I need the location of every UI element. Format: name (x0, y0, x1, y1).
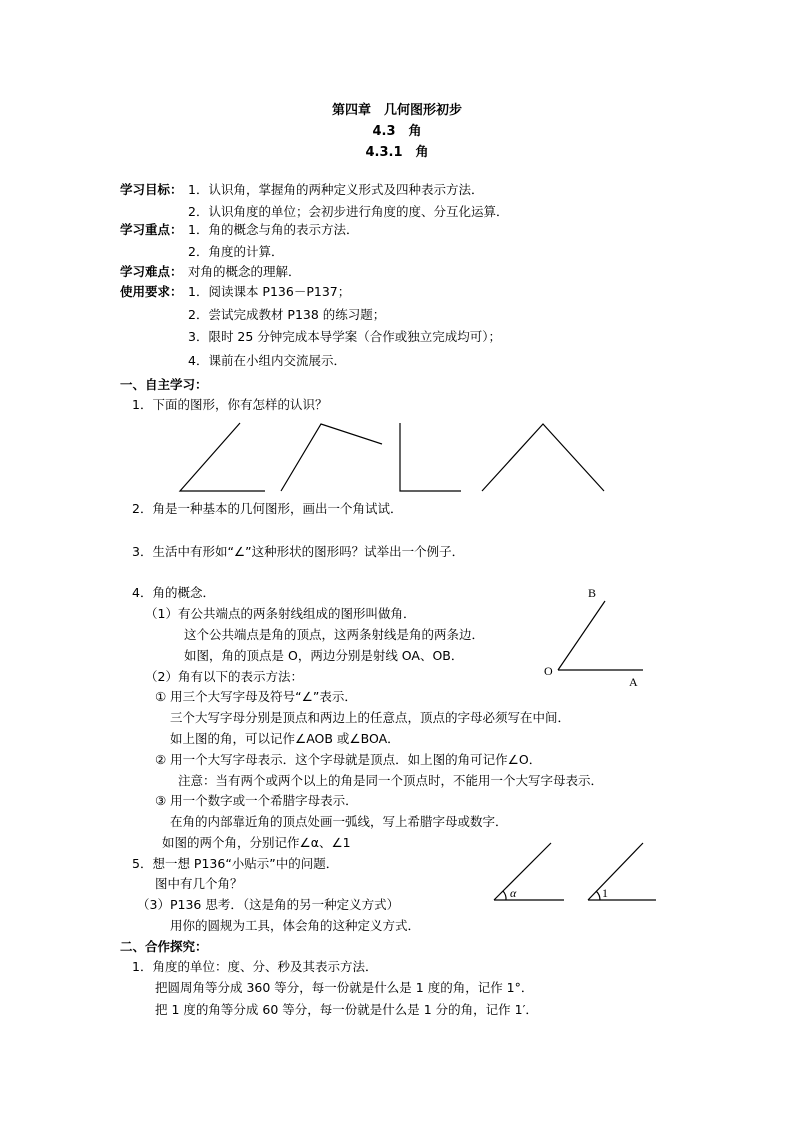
question-5: 5．想一想 P136“小贴示”中的问题． (132, 856, 339, 871)
goal-item: 1．认识角，掌握角的两种定义形式及四种表示方法． (188, 182, 484, 197)
label-b: B (588, 586, 597, 600)
subsection-title: 4.3.1 角 (365, 145, 429, 160)
method-1-example: 如上图的角，可以记作∠AOB 或∠BOA． (170, 731, 400, 746)
chapter-title: 第四章 几何图形初步 (331, 103, 462, 118)
requirements-label: 使用要求： (120, 284, 183, 299)
definition-1-vertex: 这个公共端点是角的顶点，这两条射线是角的两条边． (184, 627, 485, 642)
method-3: ③ 用一个数字或一个希腊字母表示． (155, 793, 358, 808)
requirement-item: 2．尝试完成教材 P138 的练习题； (188, 307, 386, 322)
question-1: 1．下面的图形，你有怎样的认识？ (132, 397, 328, 412)
degree-definition: 把圆周角等分成 360 等分，每一份就是什么是 1 度的角，记作 1°． (155, 980, 534, 995)
definition-2: （2）角有以下的表示方法： (145, 669, 303, 684)
method-2-note: 注意：当有两个或两个以上的角是同一个顶点时，不能用一个大写字母表示． (178, 773, 604, 788)
shape-acute-angle (180, 423, 265, 491)
minute-definition: 把 1 度的角等分成 60 等分，每一份就是什么是 1 分的角，记作 1′． (155, 1002, 538, 1017)
method-1: ① 用三个大写字母及符号“∠”表示． (155, 689, 357, 704)
goal-item: 2．认识角度的单位；会初步进行角度的度、分互化运算． (188, 204, 509, 219)
question-5-prompt: 图中有几个角？ (155, 876, 243, 891)
part2-question-1: 1．角度的单位：度、分、秒及其表示方法． (132, 959, 378, 974)
requirement-item: 4．课前在小组内交流展示． (188, 353, 346, 368)
section-title: 4.3 角 (372, 124, 422, 139)
difficulty-label: 学习难点： (120, 264, 183, 279)
method-3-detail: 在角的内部靠近角的顶点处画一弧线，写上希腊字母或数字． (170, 814, 508, 829)
method-2: ② 用一个大写字母表示．这个字母就是顶点．如上图的角可记作∠O． (155, 752, 542, 767)
keypoint-item: 2．角度的计算． (188, 244, 284, 259)
label-alpha: α (510, 886, 517, 900)
requirement-item: 1．阅读课本 P136－P137； (188, 284, 351, 299)
method-3-example: 如图的两个角，分别记作∠α、∠1 (162, 835, 351, 850)
goals-label: 学习目标： (120, 182, 183, 197)
definition-3: （3）P136 思考．（这是角的另一种定义方式） (137, 897, 400, 912)
method-1-detail: 三个大写字母分别是顶点和两边上的任意点，顶点的字母必须写在中间． (170, 710, 571, 725)
requirement-item: 3．限时 25 分钟完成本导学案（合作或独立完成均可）； (188, 329, 502, 344)
definition-3-task: 用你的圆规为工具，体会角的这种定义方式． (170, 918, 421, 933)
shape-peak (482, 424, 604, 491)
definition-1: （1）有公共端点的两条射线组成的图形叫做角． (145, 606, 416, 621)
label-o: O (544, 664, 553, 678)
angle-aob-figure (558, 601, 643, 670)
question-4: 4．角的概念． (132, 585, 215, 600)
label-a: A (629, 675, 638, 689)
question-3: 3．生活中有形如“∠”这种形状的图形吗？试举出一个例子． (132, 544, 465, 559)
angle-1-figure (588, 843, 656, 900)
angle-alpha-figure (494, 843, 564, 900)
keypoint-item: 1．角的概念与角的表示方法． (188, 222, 359, 237)
shape-right-angle (400, 423, 461, 491)
difficulty-text: 对角的概念的理解． (188, 264, 301, 279)
keypoints-label: 学习重点： (120, 222, 183, 237)
question-2: 2．角是一种基本的几何图形，画出一个角试试． (132, 501, 403, 516)
part1-title: 一、自主学习： (120, 377, 208, 392)
definition-1-example: 如图，角的顶点是 O，两边分别是射线 OA、OB． (184, 648, 464, 663)
part2-title: 二、合作探究： (120, 939, 208, 954)
label-one: 1 (602, 886, 608, 900)
shape-bent-line (281, 424, 382, 491)
